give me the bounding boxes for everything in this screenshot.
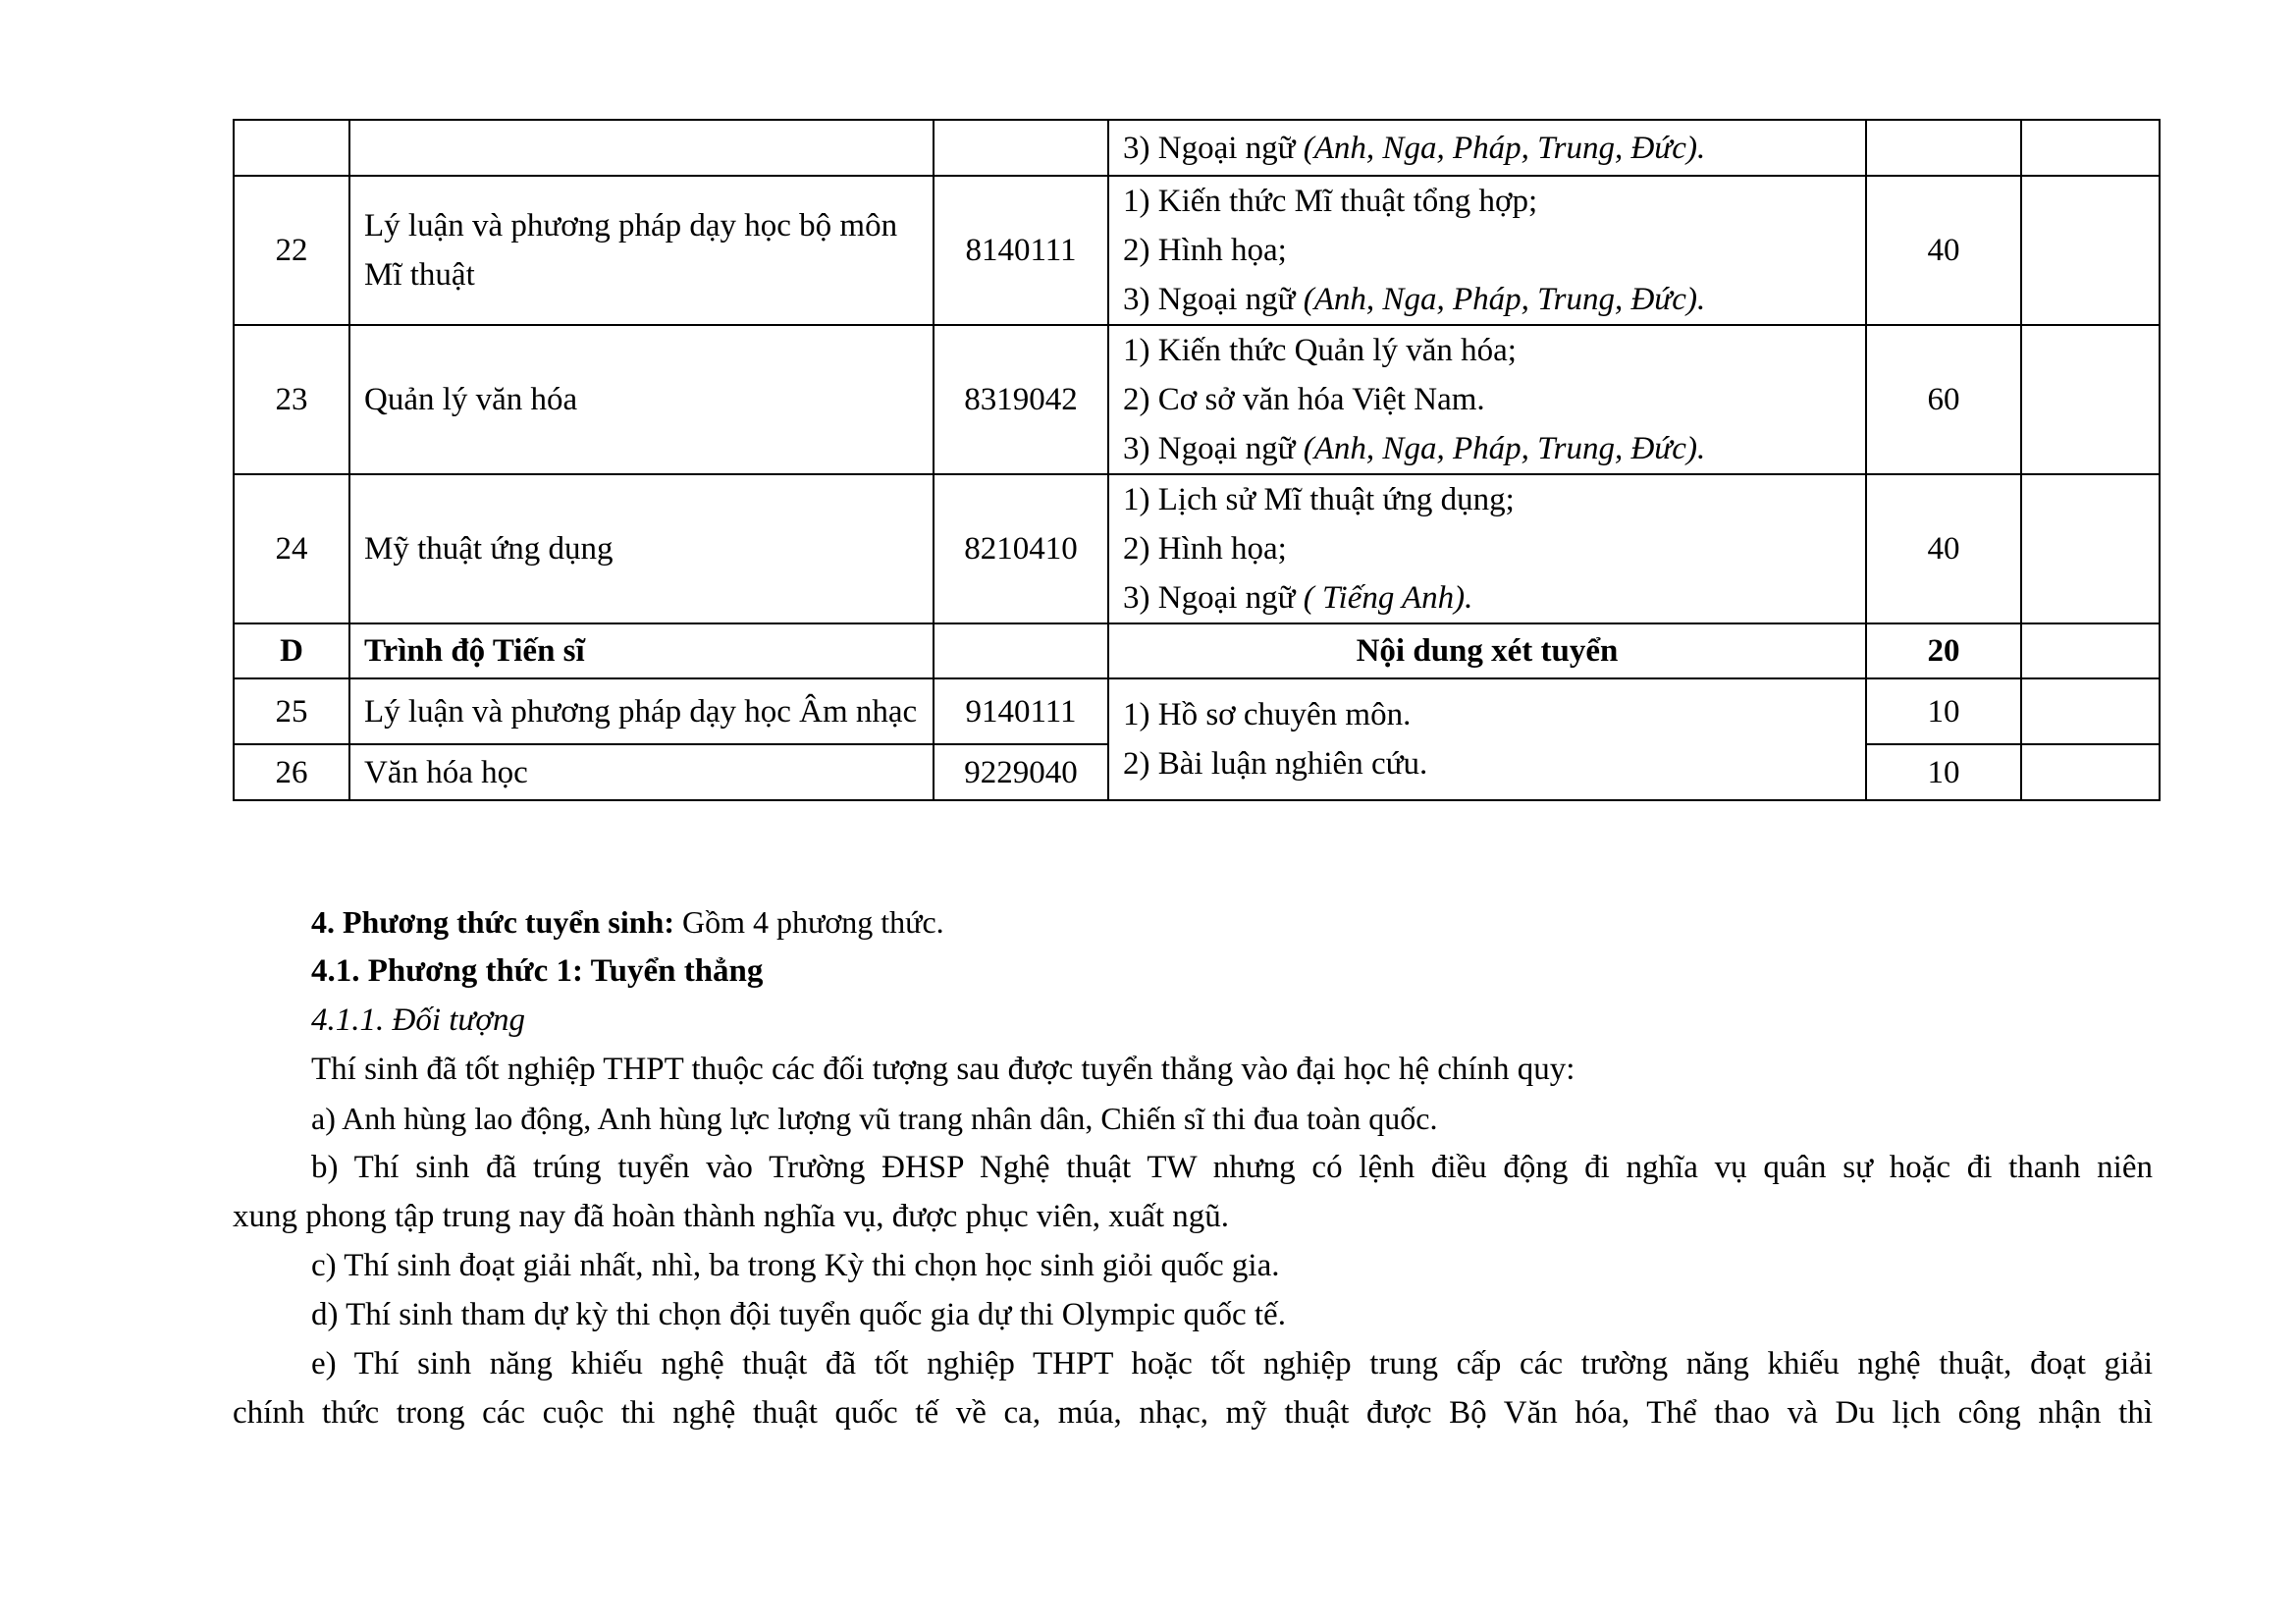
program-code: 9229040 [934,744,1108,800]
body-text [233,897,2153,1437]
row-number: 24 [234,474,349,623]
paragraph-b-line2: xung phong tập trung nay đã hoàn thành nghĩa vụ, được phục viên, xuất ngũ. [233,1199,1230,1234]
section-4-1-heading: 4.1. Phương thức 1: Tuyển thẳng [311,953,764,989]
row-number: 22 [234,176,349,325]
paragraph-intro: Thí sinh đã tốt nghiệp THPT thuộc các đối tượng sau được tuyển thẳng vào đại học hệ chính quy: [311,1052,1575,1087]
paragraph-d: d) Thí sinh tham dự kỳ thi chọn đội tuyển quốc gia dự thi Olympic quốc tế. [311,1297,1286,1332]
paragraph-c: c) Thí sinh đoạt giải nhất, nhì, ba trong Kỳ thi chọn học sinh giỏi quốc gia. [311,1248,1280,1283]
program-code: 9140111 [934,678,1108,744]
table-row [234,474,2160,623]
quota: 40 [1866,176,2021,325]
section-label: D [234,623,349,678]
program-name: Mỹ thuật ứng dụng [349,474,934,623]
quota: 60 [1866,325,2021,474]
row-number: 25 [234,678,349,744]
paragraph-b-line1: b) Thí sinh đã trúng tuyển vào Trường ĐHSP Nghệ thuật TW nhưng có lệnh điều động đi nghĩa vụ quân sự hoặc đi thanh niên [311,1150,2153,1185]
content-cell: 1) Kiến thức Quản lý văn hóa; 2) Cơ sở văn hóa Việt Nam. 3) Ngoại ngữ (Anh, Nga, Pháp, Trung, Đức). [1108,325,1866,474]
row-number: 26 [234,744,349,800]
content-cell: 3) Ngoại ngữ (Anh, Nga, Pháp, Trung, Đức). [1108,120,1866,176]
paragraph-e-line1: e) Thí sinh năng khiếu nghệ thuật đã tốt nghiệp THPT hoặc tốt nghiệp trung cấp các trường năng khiếu nghệ thuật, đoạt giải [311,1346,2153,1381]
quota: 10 [1866,744,2021,800]
content-cell: 1) Lịch sử Mĩ thuật ứng dụng; 2) Hình họa; 3) Ngoại ngữ ( Tiếng Anh). [1108,474,1866,623]
admission-table [233,119,2161,801]
program-name: Lý luận và phương pháp dạy học Âm nhạc [349,678,934,744]
quota: 40 [1866,474,2021,623]
section-4-heading: 4. Phương thức tuyển sinh: Gồm 4 phương thức. [311,904,944,940]
content-cell: 1) Kiến thức Mĩ thuật tổng hợp; 2) Hình họa; 3) Ngoại ngữ (Anh, Nga, Pháp, Trung, Đức). [1108,176,1866,325]
content-cell: 1) Hồ sơ chuyên môn. 2) Bài luận nghiên cứu. [1108,678,1866,800]
program-code: 8319042 [934,325,1108,474]
section-quota: 20 [1866,623,2021,678]
table-row-continued [234,120,2160,176]
paragraph-e-line2: chính thức trong các cuộc thi nghệ thuật quốc tế về ca, múa, nhạc, mỹ thuật được Bộ Văn hóa, Thể thao và Du lịch công nhận thì [233,1395,2153,1431]
section-title: Trình độ Tiến sĩ [349,623,934,678]
program-code: 8140111 [934,176,1108,325]
program-name: Văn hóa học [349,744,934,800]
section-header-row [234,623,2160,678]
table-row [234,325,2160,474]
content-header: Nội dung xét tuyển [1108,623,1866,678]
section-4-1-1-heading: 4.1.1. Đối tượng [311,1002,526,1038]
table-row [234,678,2160,744]
row-number: 23 [234,325,349,474]
paragraph-a: a) Anh hùng lao động, Anh hùng lực lượng vũ trang nhân dân, Chiến sĩ thi đua toàn quốc. [311,1101,1438,1136]
program-code: 8210410 [934,474,1108,623]
table-row [234,176,2160,325]
quota: 10 [1866,678,2021,744]
program-name: Quản lý văn hóa [349,325,934,474]
program-name: Lý luận và phương pháp dạy học bộ môn Mĩ thuật [349,176,934,325]
